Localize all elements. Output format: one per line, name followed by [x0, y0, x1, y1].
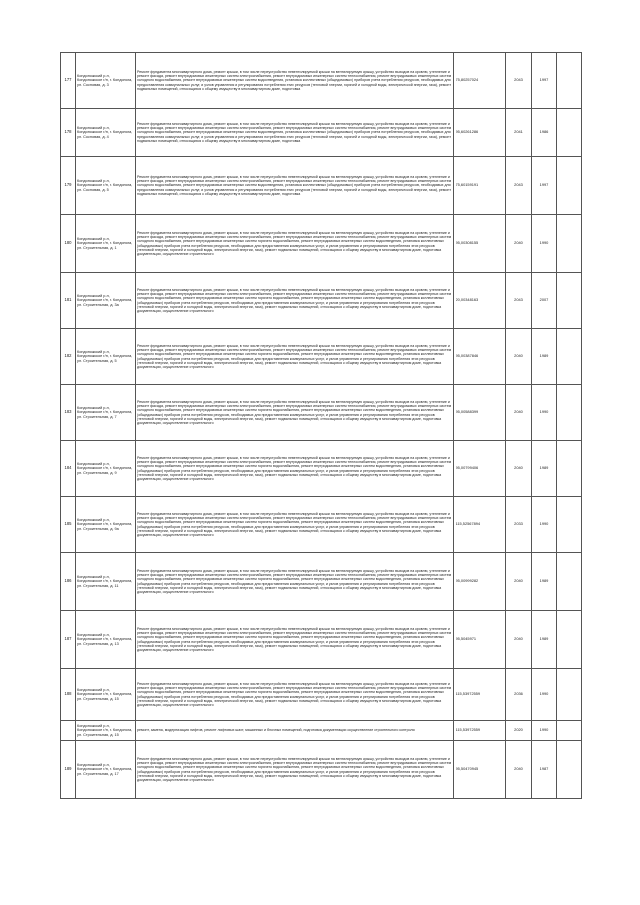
works-cell: [136, 273, 454, 329]
table-row: [61, 157, 582, 215]
table-row: [61, 329, 582, 385]
works-cell-text: Ремонт фундамента многоквартирного дома, ремонт крыши, в том числе переустройство невентилируемой крыши на вентилируемую крышу, устройство выходов на кровлю, утепление и ремонт фасада, ремонт внутридомовых инженерных систем электроснабжения, ремонт внутридомовых инженерных систем теплоснабжения, ремонт внутридомовых инженерных систем холодного водоснабжения, ремонт внутридомовых инженерных систем горячего водоснабжения, ремонт внутридомовых инженерных систем водоотведения, установка коллективных (общедомовых) приборов учета потребления ресурсов, необходимых для предоставления коммунальных услуг, и узлов управления и регулирования потребления этих ресурсов (тепловой энергии, горячей и холодной воды, электрической энергии, газа), ремонт подвальных помещений, относящихся к общему имуществу в многоквартирном доме, подготовка документации, осуществление строительного: [137, 456, 452, 481]
address-cell-text: Кондопожский р-н, Кондопожское г/п, г. Кондопога, ул. Строительная, д. 15: [77, 723, 133, 737]
cost-cell: [454, 441, 506, 497]
year-end-cell: [506, 497, 532, 553]
address-cell-text: Кондопожский р-н, Кондопожское г/п, г. Кондопога, ул. Строительная, д. 9а: [77, 517, 133, 531]
year-end-cell: [506, 669, 532, 721]
cost-cell-text: 75,60159191: [455, 183, 479, 188]
row-number: [61, 669, 76, 721]
row-number: [61, 53, 76, 109]
address-cell: [76, 721, 136, 741]
capital-repair-table: [60, 52, 582, 799]
cost-cell-text: 75,80257024: [455, 78, 479, 83]
year-built-cell-text: 1986: [539, 130, 549, 135]
works-cell: [136, 329, 454, 385]
year-end-cell: [506, 109, 532, 157]
works-cell: [136, 611, 454, 669]
row-number-text: 188: [64, 692, 72, 697]
empty-cell: [557, 157, 582, 215]
works-cell-text: Ремонт фундамента многоквартирного дома, ремонт крыши, в том числе переустройство невентилируемой крыши на вентилируемую крышу, устройство выходов на кровлю, утепление и ремонт фасада, ремонт внутридомовых инженерных систем электроснабжения, ремонт внутридомовых инженерных систем теплоснабжения, ремонт внутридомовых инженерных систем холодного водоснабжения, ремонт внутридомовых инженерных систем горячего водоснабжения, ремонт внутридомовых инженерных систем водоотведения, установка коллективных (общедомовых) приборов учета потребления ресурсов, необходимых для предоставления коммунальных услуг, и узлов управления и регулирования потребления этих ресурсов (тепловой энергии, горячей и холодной воды, электрической энергии, газа), ремонт подвальных помещений, относящихся к общему имуществу в многоквартирном доме, подготовка документации, осуществление строительного: [137, 400, 452, 425]
year-built-cell-text: 1989: [539, 466, 549, 471]
works-cell-text: Ремонт фундамента многоквартирного дома, ремонт крыши, в том числе переустройство невентилируемой крыши на вентилируемую крышу, устройство выходов на кровлю, утепление и ремонт фасада, ремонт внутридомовых инженерных систем электроснабжения, ремонт внутридомовых инженерных систем теплоснабжения, ремонт внутридомовых инженерных систем холодного водоснабжения, ремонт внутридомовых инженерных систем горячего водоснабжения, ремонт внутридомовых инженерных систем водоотведения, установка коллективных (общедомовых) приборов учета потребления ресурсов, необходимых для предоставления коммунальных услуг, и узлов управления и регулирования потребления этих ресурсов (тепловой энергии, горячей и холодной воды, электрической энергии, газа), ремонт подвальных помещений, относящихся к общему имуществу в многоквартирном доме, подготовка документации, осуществление строительного: [137, 757, 452, 782]
table-row: [61, 611, 582, 669]
cost-cell-text: 95,00387846: [455, 354, 479, 359]
cost-cell: [454, 215, 506, 273]
works-cell-text: Ремонт фундамента многоквартирного дома, ремонт крыши, в том числе переустройство невентилируемой крыши на вентилируемую крышу, устройство выходов на кровлю, утепление и ремонт фасада, ремонт внутридомовых инженерных систем электроснабжения, ремонт внутридомовых инженерных систем теплоснабжения, ремонт внутридомовых инженерных систем холодного водоснабжения, ремонт внутридомовых инженерных систем горячего водоснабжения, ремонт внутридомовых инженерных систем водоотведения, установка коллективных (общедомовых) приборов учета потребления ресурсов, необходимых для предоставления коммунальных услуг, и узлов управления и регулирования потребления этих ресурсов (тепловой энергии, горячей и холодной воды, электрической энергии, газа), ремонт подвальных помещений, относящихся к общему имуществу в многоквартирном доме, подготовка документации, осуществление строительного: [137, 627, 452, 652]
cost-cell: [454, 329, 506, 385]
year-end-cell-text: 2041: [514, 130, 523, 135]
empty-cell: [557, 741, 582, 799]
empty-cell: [557, 611, 582, 669]
table-row: [61, 53, 582, 109]
works-cell-text: Ремонт фундамента многоквартирного дома, ремонт крыши, в том числе переустройство невентилируемой крыши на вентилируемую крышу, устройство выходов на кровлю, утепление и ремонт фасада, ремонт внутридомовых инженерных систем электроснабжения, ремонт внутридомовых инженерных систем теплоснабжения, ремонт внутридомовых инженерных систем холодного водоснабжения, ремонт внутридомовых инженерных систем горячего водоснабжения, ремонт внутридомовых инженерных систем водоотведения, установка коллективных (общедомовых) приборов учета потребления ресурсов, необходимых для предоставления коммунальных услуг, и узлов управления и регулирования потребления этих ресурсов (тепловой энергии, горячей и холодной воды, электрической энергии, газа), ремонт подвальных помещений, относящихся к общему имуществу в многоквартирном доме, подготовка документации, осуществление строительного: [137, 231, 452, 256]
row-number-text: 185: [64, 522, 72, 527]
works-cell: [136, 721, 454, 741]
empty-cell: [557, 273, 582, 329]
works-cell: [136, 441, 454, 497]
cost-cell: [454, 611, 506, 669]
cost-cell-text: 95,00588399: [455, 410, 479, 415]
table-row: [61, 273, 582, 329]
year-built-cell-text: 1987: [539, 767, 549, 772]
year-end-cell: [506, 441, 532, 497]
cost-cell: [454, 157, 506, 215]
row-number-text: 177: [64, 78, 72, 83]
row-number-text: 178: [64, 130, 72, 135]
cost-cell-text: 95,00799406: [455, 466, 479, 471]
address-cell-text: Кондопожский р-н, Кондопожское г/п, г. Кондопога, ул. Строительная, д. 17: [77, 762, 133, 776]
works-cell: [136, 157, 454, 215]
table-row: [61, 741, 582, 799]
works-cell-text: Ремонт фундамента многоквартирного дома, ремонт крыши, в том числе переустройство невентилируемой крыши на вентилируемую крышу, устройство выходов на кровлю, утепление и ремонт фасада, ремонт внутридомовых инженерных систем электроснабжения, ремонт внутридомовых инженерных систем теплоснабжения, ремонт внутридомовых инженерных систем холодного водоснабжения, ремонт внутридомовых инженерных систем водоотведения, установка коллективных (общедомовых) приборов учета потребления ресурсов, необходимых для предоставления коммунальных услуг, и узлов управления и регулирования потребления этих ресурсов (тепловой энергии, горячей и холодной воды, электрической энергии, газа), ремонт подвальных помещений, относящихся к общему имуществу в многоквартирном доме, подготовка: [137, 122, 452, 143]
cost-cell-text: 95,5045971: [455, 637, 477, 642]
year-end-cell-text: 2040: [514, 767, 523, 772]
row-number: [61, 109, 76, 157]
year-end-cell: [506, 721, 532, 741]
year-built-cell: [532, 157, 557, 215]
row-number: [61, 215, 76, 273]
empty-cell: [557, 721, 582, 741]
year-end-cell-text: 2040: [514, 241, 523, 246]
year-built-cell-text: 1990: [539, 241, 549, 246]
table-row: [61, 215, 582, 273]
works-cell-text: Ремонт фундамента многоквартирного дома, ремонт крыши, в том числе переустройство невентилируемой крыши на вентилируемую крышу, устройство выходов на кровлю, утепление и ремонт фасада, ремонт внутридомовых инженерных систем электроснабжения, ремонт внутридомовых инженерных систем теплоснабжения, ремонт внутридомовых инженерных систем холодного водоснабжения, ремонт внутридомовых инженерных систем горячего водоснабжения, ремонт внутридомовых инженерных систем водоотведения, установка коллективных (общедомовых) приборов учета потребления ресурсов, необходимых для предоставления коммунальных услуг, и узлов управления и регулирования потребления этих ресурсов (тепловой энергии, горячей и холодной воды, электрической энергии, газа), ремонт подвальных помещений, относящихся к общему имуществу в многоквартирном доме, подготовка документации, осуществление строительного: [137, 288, 452, 313]
row-number: [61, 497, 76, 553]
row-number-text: 180: [64, 241, 72, 246]
year-end-cell-text: 2040: [514, 466, 523, 471]
address-cell-text: Кондопожский р-н, Кондопожское г/п, г. Кондопога, ул. Сосновая, д. 3: [77, 73, 133, 87]
year-built-cell: [532, 721, 557, 741]
year-end-cell: [506, 53, 532, 109]
works-cell-text: Ремонт фундамента многоквартирного дома, ремонт крыши, в том числе переустройство невентилируемой крыши на вентилируемую крышу, устройство выходов на кровлю, утепление и ремонт фасада, ремонт внутридомовых инженерных систем электроснабжения, ремонт внутридомовых инженерных систем теплоснабжения, ремонт внутридомовых инженерных систем холодного водоснабжения, ремонт внутридомовых инженерных систем водоотведения, установка коллективных (общедомовых) приборов учета потребления ресурсов, необходимых для предоставления коммунальных услуг, и узлов управления и регулирования потребления этих ресурсов (тепловой энергии, горячей и холодной воды, электрической энергии, газа), ремонт подвальных помещений, относящихся к общему имуществу в многоквартирном доме, подготовка: [137, 70, 452, 91]
works-cell: [136, 553, 454, 611]
empty-cell: [557, 385, 582, 441]
year-built-cell: [532, 215, 557, 273]
address-cell-text: Кондопожский р-н, Кондопожское г/п, г. Кондопога, ул. Сосновая, д. 5: [77, 178, 133, 192]
empty-cell: [557, 497, 582, 553]
table-row: [61, 385, 582, 441]
year-built-cell: [532, 497, 557, 553]
year-built-cell: [532, 53, 557, 109]
year-built-cell-text: 1997: [539, 78, 549, 83]
year-end-cell-text: 2040: [514, 637, 523, 642]
empty-cell: [557, 329, 582, 385]
empty-cell: [557, 441, 582, 497]
works-cell-text: ремонт, замена, модернизация лифтов, ремонт лифтовых шахт, машинных и блочных помещений, подготовка документации осуществление строительного контроля: [137, 728, 415, 733]
year-built-cell-text: 2007: [539, 298, 549, 303]
year-end-cell-text: 2043: [514, 298, 523, 303]
row-number: [61, 553, 76, 611]
row-number-text: 184: [64, 466, 72, 471]
address-cell: [76, 157, 136, 215]
year-built-cell: [532, 385, 557, 441]
address-cell: [76, 611, 136, 669]
cost-cell-text: 115,52567894: [455, 522, 481, 527]
empty-cell: [557, 109, 582, 157]
year-end-cell-text: 2040: [514, 354, 523, 359]
address-cell: [76, 385, 136, 441]
year-built-cell-text: 1990: [539, 522, 549, 527]
works-cell-text: Ремонт фундамента многоквартирного дома, ремонт крыши, в том числе переустройство невентилируемой крыши на вентилируемую крышу, устройство выходов на кровлю, утепление и ремонт фасада, ремонт внутридомовых инженерных систем электроснабжения, ремонт внутридомовых инженерных систем теплоснабжения, ремонт внутридомовых инженерных систем холодного водоснабжения, ремонт внутридомовых инженерных систем горячего водоснабжения, ремонт внутридомовых инженерных систем водоотведения, установка коллективных (общедомовых) приборов учета потребления ресурсов, необходимых для предоставления коммунальных услуг, и узлов управления и регулирования потребления этих ресурсов (тепловой энергии, горячей и холодной воды, электрической энергии, газа), ремонт подвальных помещений, относящихся к общему имуществу в многоквартирном доме, подготовка документации, осуществление строительного: [137, 682, 452, 707]
empty-cell: [557, 553, 582, 611]
year-built-cell: [532, 441, 557, 497]
row-number-text: 179: [64, 183, 72, 188]
year-end-cell: [506, 157, 532, 215]
cost-cell: [454, 385, 506, 441]
works-cell: [136, 53, 454, 109]
cost-cell-text: 115,53972559: [455, 728, 481, 733]
cost-cell: [454, 721, 506, 741]
works-cell: [136, 215, 454, 273]
year-end-cell-text: 2043: [514, 183, 523, 188]
row-number: [61, 611, 76, 669]
row-number: [61, 441, 76, 497]
row-number-text: 186: [64, 579, 72, 584]
year-end-cell-text: 2020: [514, 728, 523, 733]
table-row: [61, 721, 582, 741]
year-built-cell-text: 1990: [539, 728, 549, 733]
year-end-cell-text: 2036: [514, 692, 523, 697]
row-number: [61, 329, 76, 385]
address-cell-text: Кондопожский р-н, Кондопожское г/п, г. Кондопога, ул. Строительная, д. 15: [77, 687, 133, 701]
year-end-cell: [506, 385, 532, 441]
year-built-cell-text: 1989: [539, 637, 549, 642]
cost-cell: [454, 273, 506, 329]
address-cell-text: Кондопожский р-н, Кондопожское г/п, г. Кондопога, ул. Строительная, д. 11: [77, 574, 133, 588]
cost-cell-text: 95,50470945: [455, 767, 479, 772]
works-cell: [136, 741, 454, 799]
year-built-cell-text: 1989: [539, 354, 549, 359]
year-end-cell: [506, 273, 532, 329]
year-built-cell-text: 1990: [539, 410, 549, 415]
year-built-cell: [532, 553, 557, 611]
cost-cell-text: 20,00348163: [455, 298, 479, 303]
cost-cell-text: 95,00999282: [455, 579, 479, 584]
address-cell: [76, 53, 136, 109]
cost-cell: [454, 553, 506, 611]
works-cell-text: Ремонт фундамента многоквартирного дома, ремонт крыши, в том числе переустройство невентилируемой крыши на вентилируемую крышу, устройство выходов на кровлю, утепление и ремонт фасада, ремонт внутридомовых инженерных систем электроснабжения, ремонт внутридомовых инженерных систем теплоснабжения, ремонт внутридомовых инженерных систем холодного водоснабжения, ремонт внутридомовых инженерных систем водоотведения, установка коллективных (общедомовых) приборов учета потребления ресурсов, необходимых для предоставления коммунальных услуг, и узлов управления и регулирования потребления этих ресурсов (тепловой энергии, горячей и холодной воды, электрической энергии, газа), ремонт подвальных помещений, относящихся к общему имуществу в многоквартирном доме, подготовка: [137, 175, 452, 196]
year-built-cell-text: 1990: [539, 692, 549, 697]
row-number-text: 189: [64, 767, 72, 772]
empty-cell: [557, 215, 582, 273]
address-cell: [76, 273, 136, 329]
table-row: [61, 669, 582, 721]
cost-cell-text: 95,00308155: [455, 241, 479, 246]
table-row: [61, 497, 582, 553]
address-cell: [76, 215, 136, 273]
table-row: [61, 109, 582, 157]
year-end-cell: [506, 611, 532, 669]
address-cell-text: Кондопожский р-н, Кондопожское г/п, г. Кондопога, ул. Строительная, д. 7: [77, 405, 133, 419]
row-number-text: 183: [64, 410, 72, 415]
year-built-cell: [532, 611, 557, 669]
works-cell-text: Ремонт фундамента многоквартирного дома, ремонт крыши, в том числе переустройство невентилируемой крыши на вентилируемую крышу, устройство выходов на кровлю, утепление и ремонт фасада, ремонт внутридомовых инженерных систем электроснабжения, ремонт внутридомовых инженерных систем теплоснабжения, ремонт внутридомовых инженерных систем холодного водоснабжения, ремонт внутридомовых инженерных систем горячего водоснабжения, ремонт внутридомовых инженерных систем водоотведения, установка коллективных (общедомовых) приборов учета потребления ресурсов, необходимых для предоставления коммунальных услуг, и узлов управления и регулирования потребления этих ресурсов (тепловой энергии, горячей и холодной воды, электрической энергии, газа), ремонт подвальных помещений, относящихся к общему имуществу в многоквартирном доме, подготовка документации, осуществление строительного: [137, 344, 452, 369]
row-number: [61, 741, 76, 799]
cost-cell: [454, 109, 506, 157]
works-cell: [136, 109, 454, 157]
address-cell: [76, 741, 136, 799]
address-cell-text: Кондопожский р-н, Кондопожское г/п, г. Кондопога, ул. Строительная, д. 1: [77, 236, 133, 250]
cost-cell: [454, 741, 506, 799]
cost-cell-text: 115,53972559: [455, 692, 481, 697]
row-number-text: 181: [64, 298, 72, 303]
empty-cell: [557, 669, 582, 721]
row-number: [61, 273, 76, 329]
year-built-cell: [532, 273, 557, 329]
year-end-cell-text: 2043: [514, 78, 523, 83]
works-cell: [136, 385, 454, 441]
cost-cell: [454, 669, 506, 721]
works-cell-text: Ремонт фундамента многоквартирного дома, ремонт крыши, в том числе переустройство невентилируемой крыши на вентилируемую крышу, устройство выходов на кровлю, утепление и ремонт фасада, ремонт внутридомовых инженерных систем электроснабжения, ремонт внутридомовых инженерных систем теплоснабжения, ремонт внутридомовых инженерных систем холодного водоснабжения, ремонт внутридомовых инженерных систем горячего водоснабжения, ремонт внутридомовых инженерных систем водоотведения, установка коллективных (общедомовых) приборов учета потребления ресурсов, необходимых для предоставления коммунальных услуг, и узлов управления и регулирования потребления этих ресурсов (тепловой энергии, горячей и холодной воды, электрической энергии, газа), ремонт подвальных помещений, относящихся к общему имуществу в многоквартирном доме, подготовка документации, осуществление строительного: [137, 569, 452, 594]
year-built-cell: [532, 741, 557, 799]
table-row: [61, 553, 582, 611]
works-cell: [136, 497, 454, 553]
year-end-cell-text: 2033: [514, 522, 523, 527]
year-end-cell: [506, 741, 532, 799]
table-row: [61, 441, 582, 497]
year-built-cell-text: 1997: [539, 183, 549, 188]
address-cell: [76, 441, 136, 497]
works-cell-text: Ремонт фундамента многоквартирного дома, ремонт крыши, в том числе переустройство невентилируемой крыши на вентилируемую крышу, устройство выходов на кровлю, утепление и ремонт фасада, ремонт внутридомовых инженерных систем электроснабжения, ремонт внутридомовых инженерных систем теплоснабжения, ремонт внутридомовых инженерных систем холодного водоснабжения, ремонт внутридомовых инженерных систем горячего водоснабжения, ремонт внутридомовых инженерных систем водоотведения, установка коллективных (общедомовых) приборов учета потребления ресурсов, необходимых для предоставления коммунальных услуг, и узлов управления и регулирования потребления этих ресурсов (тепловой энергии, горячей и холодной воды, электрической энергии, газа), ремонт подвальных помещений, относящихся к общему имуществу в многоквартирном доме, подготовка документации, осуществление строительного: [137, 512, 452, 537]
address-cell: [76, 497, 136, 553]
cost-cell: [454, 497, 506, 553]
year-built-cell: [532, 669, 557, 721]
address-cell: [76, 329, 136, 385]
cost-cell: [454, 53, 506, 109]
year-end-cell-text: 2040: [514, 579, 523, 584]
works-cell: [136, 669, 454, 721]
address-cell: [76, 553, 136, 611]
year-end-cell: [506, 215, 532, 273]
year-end-cell: [506, 553, 532, 611]
cost-cell-text: 95,60261286: [455, 130, 479, 135]
address-cell-text: Кондопожский р-н, Кондопожское г/п, г. Кондопога, ул. Строительная, д. 9: [77, 461, 133, 475]
row-number-text: 182: [64, 354, 72, 359]
address-cell-text: Кондопожский р-н, Кондопожское г/п, г. Кондопога, ул. Строительная, д. 13: [77, 632, 133, 646]
year-end-cell-text: 2040: [514, 410, 523, 415]
address-cell-text: Кондопожский р-н, Кондопожское г/п, г. Кондопога, ул. Сосновая, д. 4: [77, 125, 133, 139]
table-body: [61, 53, 582, 799]
row-number: [61, 157, 76, 215]
address-cell-text: Кондопожский р-н, Кондопожское г/п, г. Кондопога, ул. Строительная, д. 5: [77, 349, 133, 363]
empty-cell: [557, 53, 582, 109]
address-cell: [76, 109, 136, 157]
year-built-cell: [532, 329, 557, 385]
year-end-cell: [506, 329, 532, 385]
address-cell-text: Кондопожский р-н, Кондопожское г/п, г. Кондопога, ул. Строительная, д. 3а: [77, 293, 133, 307]
year-built-cell-text: 1989: [539, 579, 549, 584]
row-number: [61, 385, 76, 441]
row-number: [61, 721, 76, 741]
year-built-cell: [532, 109, 557, 157]
address-cell: [76, 669, 136, 721]
row-number-text: 187: [64, 637, 72, 642]
